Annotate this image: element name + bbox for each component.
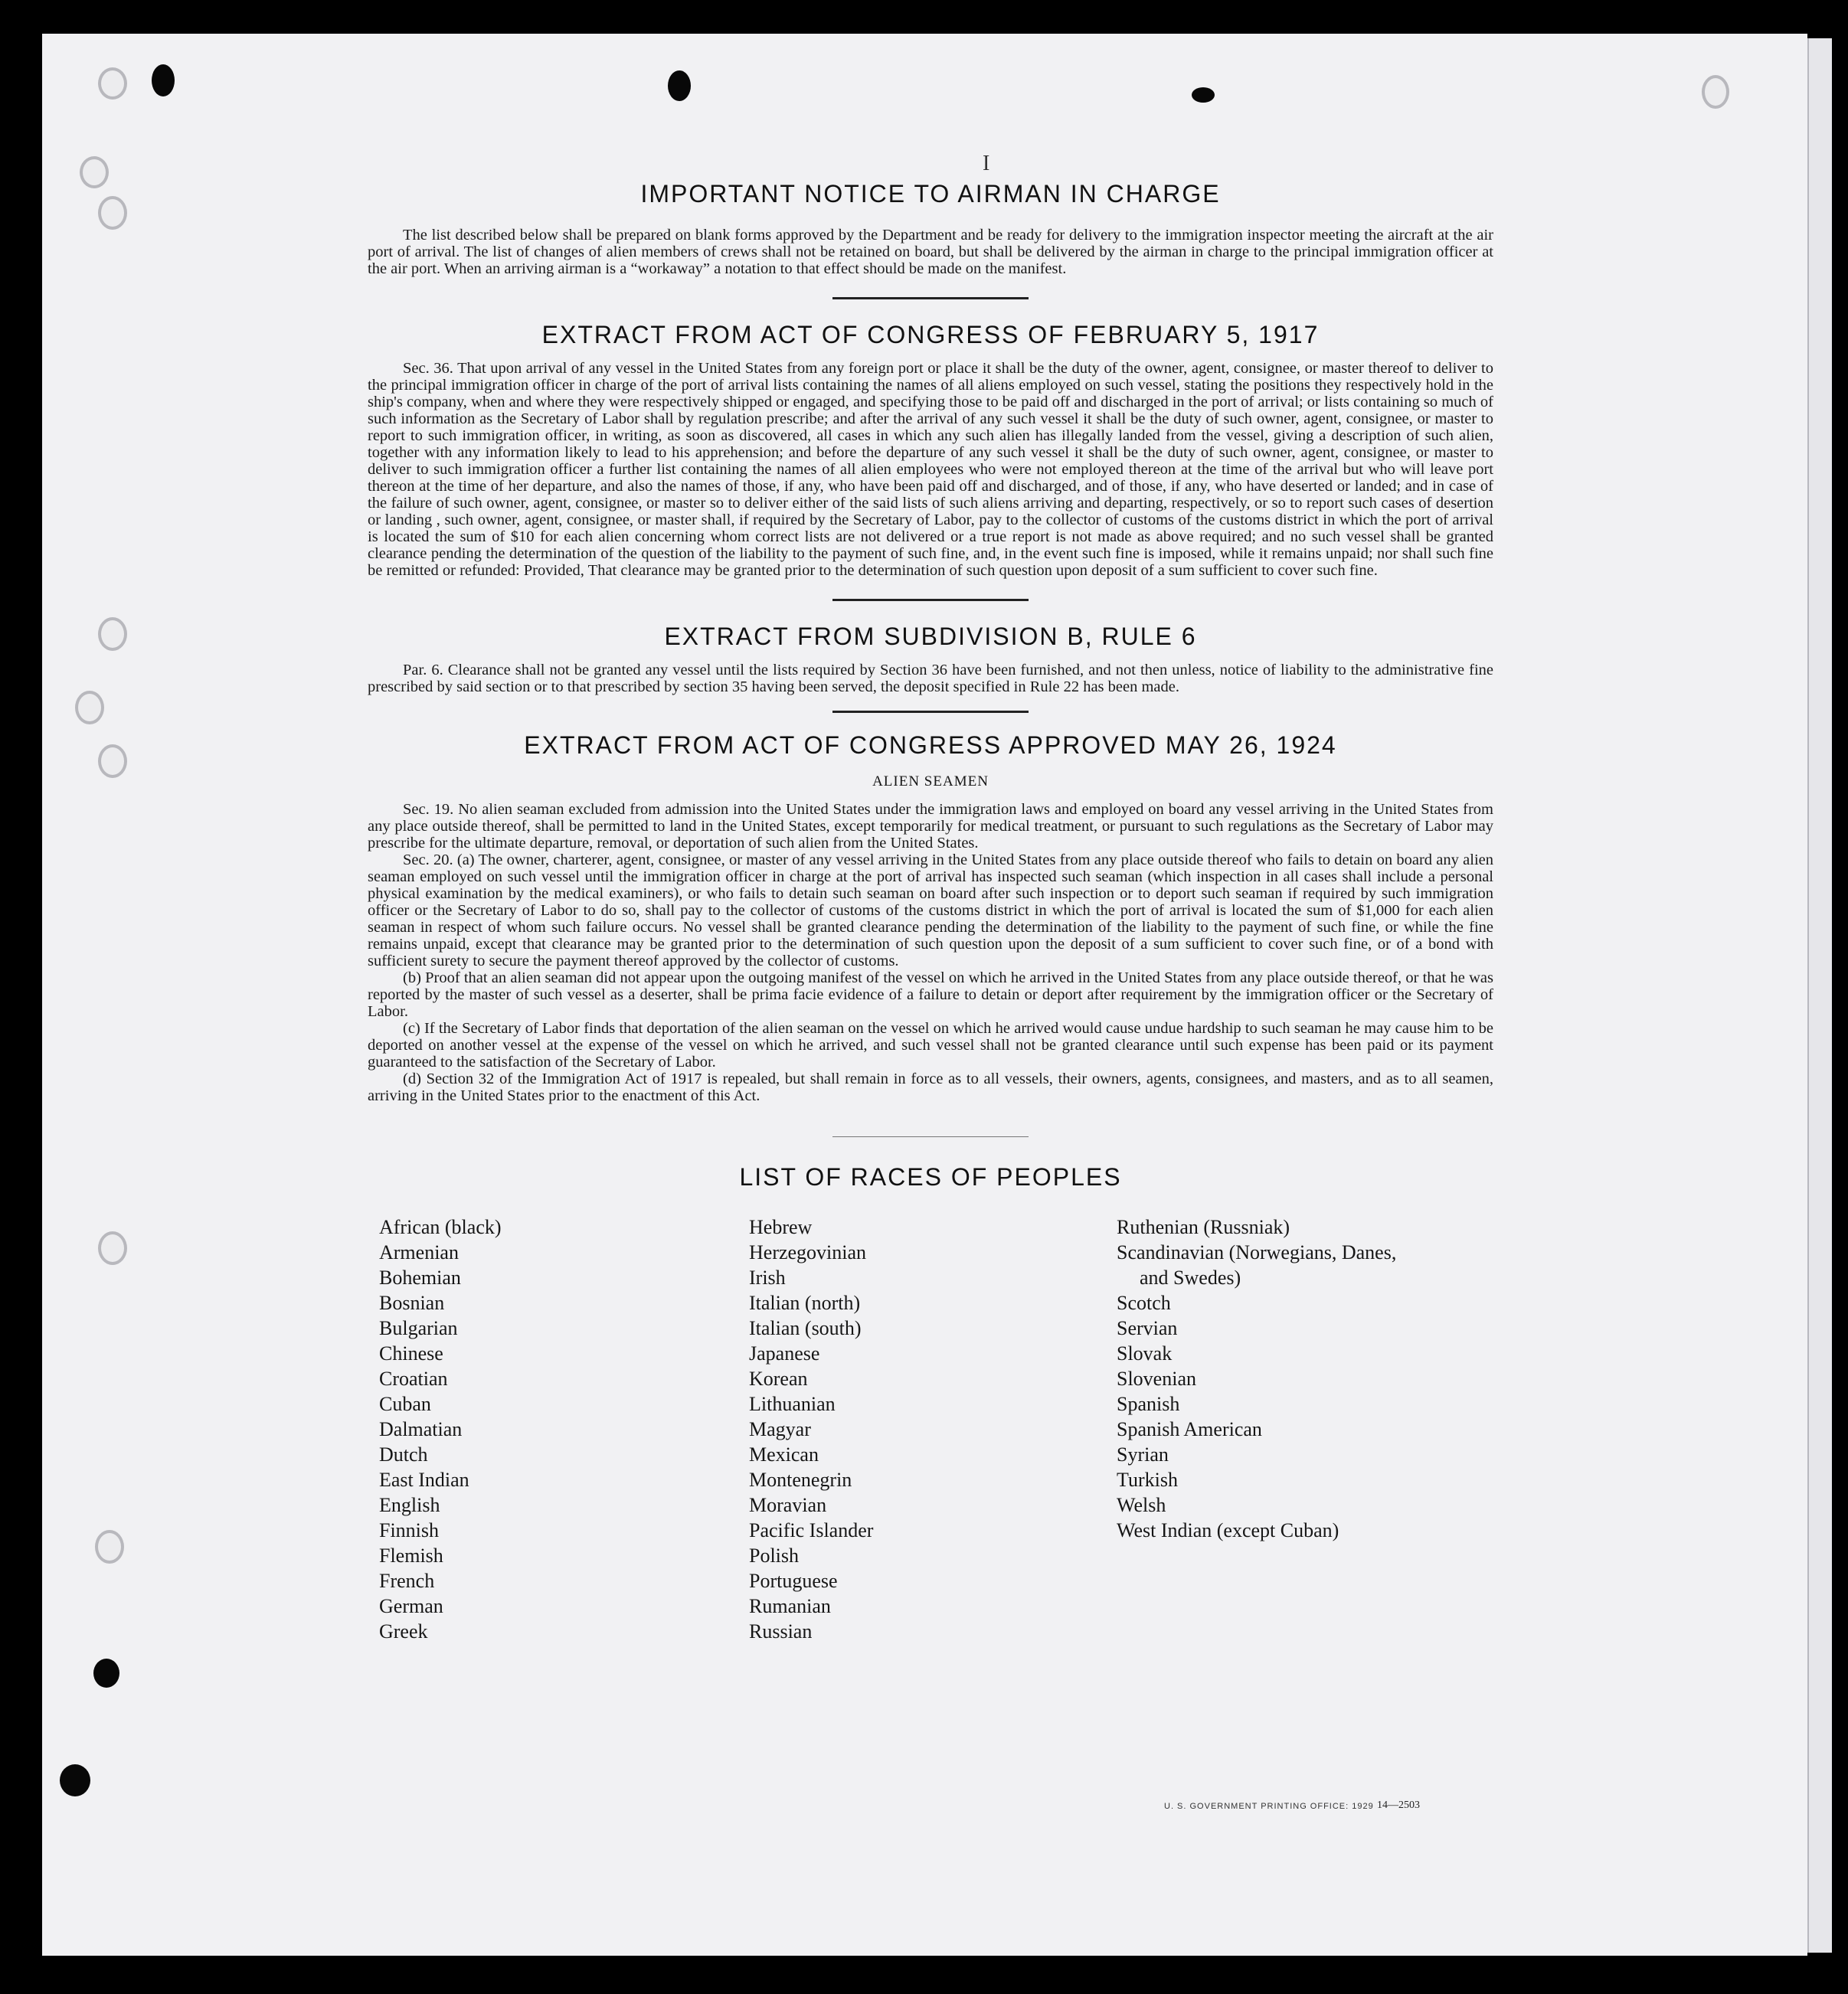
act-1924-paragraph: (d) Section 32 of the Immigration Act of 1917 is repealed, but shall remain in force as to all vessels, their owners, agents, consignees, and masters, and as to all seamen, arriving in the United States prior to the enactment of this Act. [368, 1071, 1493, 1104]
act-1917-title: EXTRACT FROM ACT OF CONGRESS OF FEBRUARY 5, 1917 [541, 321, 1320, 348]
race-item: Dalmatian [379, 1418, 463, 1440]
race-item: and Swedes) [1140, 1267, 1241, 1289]
race-item: French [379, 1570, 435, 1592]
punch-hole [98, 196, 127, 230]
act-1924-subtitle: ALIEN SEAMEN [872, 773, 989, 789]
race-item: Cuban [379, 1393, 431, 1415]
race-item: Bohemian [379, 1267, 461, 1289]
punch-hole [93, 1659, 119, 1688]
race-item: Bulgarian [379, 1317, 458, 1339]
rule-6-text: Par. 6. Clearance shall not be granted any vessel until the lists required by Section 36 have been furnished, and not then unless, notice of liability to the administrative fine prescribed by said section or to that prescribed by section 35 having been served, the deposit specified in Rule 22 has been made. [368, 662, 1493, 695]
races-column-1 [379, 1214, 502, 1644]
race-item: Turkish [1117, 1469, 1178, 1491]
race-item: Portuguese [749, 1570, 838, 1592]
race-item: English [379, 1494, 440, 1516]
act-1924-paragraph: (b) Proof that an alien seaman did not appear upon the outgoing manifest of the vessel on which he arrived in the United States from any place outside thereof, or that he was reported by the master of such vessel as a deserter, shall be prima facie evidence of a failure to detain or deport after requirement by the immigration officer or the Secretary of Labor. [368, 969, 1493, 1020]
race-item: Japanese [749, 1342, 820, 1365]
act-1924-title: EXTRACT FROM ACT OF CONGRESS APPROVED MAY 26, 1924 [524, 731, 1337, 759]
notice-text: The list described below shall be prepared on blank forms approved by the Department and be ready for delivery to the immigration inspector meeting the aircraft at the air port of arrival. The list of changes of alien members of crews shall not be retained on board, but shall be delivered by the airman in charge to the principal immigration officer at the air port. When an arriving airman is a “workaway” a notation to that effect should be made on the manifest. [368, 227, 1493, 277]
punch-hole [1192, 87, 1215, 103]
act-1917-text: Sec. 36. That upon arrival of any vessel in the United States from any foreign port or place it shall be the duty of the owner, agent, consignee, or master thereof to deliver to the principal immigration officer in charge of the port of arrival lists containing the names of all aliens employed on such vessel, stating the positions they respectively hold in the ship's company, when and where they were respectively shipped or engaged, and specifying those to be paid off and discharged in the port of arrival; or lists containing so much of such information as the Secretary of Labor shall by regulation prescribe; and after the arrival of any such vessel it shall be the duty of such owner, agent, consignee, or master to report to such immigration officer, in writing, as soon as discovered, all cases in which any such alien has illegally landed from the vessel, giving a description of such alien, together with any information likely to lead to his apprehension; and before the departure of any such vessel it shall be the duty of such owner, agent, consignee, or master to deliver to such immigration officer a further list containing the names of all alien employees who were not employed thereon at the time of the arrival but who will leave port thereon at the time of her departure, and also the names of those, if any, who have been paid off and discharged, and of those, if any, who have deserted or landed; and in case of the failure of such owner, agent, consignee, or master so to deliver either of the said lists of such aliens arriving and departing, respectively, or so to report such cases of desertion or landing , such owner, agent, consignee, or master shall, if required by the Secretary of Labor, pay to the collector of customs of the customs district in which the port of arrival is located the sum of $10 for each alien concerning whom correct lists are not delivered or a true report is not made as above required; and no such vessel shall be granted clearance pending the determination of the question of the liability to the payment of such fine, and, in the event such fine is imposed, while it remains unpaid; nor shall such fine be remitted or refunded: Provided, That clearance may be granted prior to the determination of such question upon deposit of a sum sufficient to cover such fine. [368, 360, 1493, 579]
punch-hole [98, 617, 127, 651]
punch-hole [98, 1231, 127, 1265]
race-item: Spanish [1117, 1393, 1180, 1415]
act-1924-paragraph: Sec. 19. No alien seaman excluded from admission into the United States under the immigration laws and employed on board any vessel arriving in the United States from any place outside thereof, shall be permitted to land in the United States, except temporarily for medical treatment, or pursuant to such regulations as the Secretary of Labor may prescribe for the ultimate departure, removal, or deportation of such alien from the United States. [368, 801, 1493, 852]
races-column-3 [1117, 1214, 1396, 1543]
top-mark: I [983, 152, 990, 175]
punch-hole [1702, 75, 1729, 109]
race-item: Greek [379, 1620, 428, 1643]
race-item: Ruthenian (Russniak) [1117, 1216, 1290, 1238]
act-1924-paragraph: Sec. 20. (a) The owner, charterer, agent, consignee, or master of any vessel arriving in the United States from any place outside thereof who fails to detain on board any alien seaman employed on such vessel until the immigration officer in charge at the port of arrival has inspected such seaman (which inspection in all cases shall include a personal physical examination by the medical examiners), or who fails to detain such seaman on board after such inspection or to deport such seaman if required by such immigration officer or the Secretary of Labor to do so, shall pay to the collector of customs of the customs district in which the port of arrival is located the sum of $1,000 for each alien seaman in respect of whom such failure occurs. No vessel shall be granted clearance pending the determination of the liability to the payment of such fine, or while the fine remains unpaid, except that clearance may be granted prior to the determination of such question upon the deposit of a sum sufficient to cover such fine, or of a bond with sufficient surety to secure the payment thereof approved by the collector of customs. [368, 852, 1493, 969]
act-1924-paragraph: (c) If the Secretary of Labor finds that deportation of the alien seaman on the vessel on which he arrived would cause undue hardship to such seaman he may cause him to be deported on another vessel at the expense of the vessel on which he arrived, and such vessel shall not be granted clearance until such expense has been paid or its payment guaranteed to the satisfaction of the Secretary of Labor. [368, 1020, 1493, 1071]
race-item: Servian [1117, 1317, 1178, 1339]
punch-hole [98, 744, 127, 778]
act-1924-section [368, 731, 1493, 1104]
race-item: Rumanian [749, 1595, 831, 1617]
race-item: German [379, 1595, 443, 1617]
race-item: Hebrew [749, 1216, 813, 1238]
race-item: Italian (south) [749, 1317, 862, 1339]
race-item: Armenian [379, 1241, 459, 1263]
race-item: Mexican [749, 1443, 819, 1466]
race-item: Italian (north) [749, 1292, 861, 1314]
race-item: Syrian [1117, 1443, 1169, 1466]
race-item: Herzegovinian [749, 1241, 867, 1263]
race-item: Irish [749, 1267, 786, 1289]
races-column-2 [749, 1214, 873, 1644]
races-section [368, 1163, 1493, 1643]
punch-hole [75, 691, 104, 724]
section-divider [832, 297, 1029, 299]
race-item: Pacific Islander [749, 1519, 874, 1541]
race-item: African (black) [379, 1216, 502, 1238]
race-item: Korean [749, 1368, 808, 1390]
section-divider [832, 711, 1029, 713]
race-item: Flemish [379, 1545, 443, 1567]
race-item: Dutch [379, 1443, 428, 1466]
race-item: Russian [749, 1620, 813, 1643]
race-item: Scandinavian (Norwegians, Danes, [1117, 1241, 1397, 1263]
race-item: Polish [749, 1545, 800, 1567]
printer-imprint: U. S. GOVERNMENT PRINTING OFFICE: 1929 [1164, 1802, 1374, 1811]
section-divider [832, 1136, 1029, 1137]
act-1917-section [368, 321, 1493, 579]
race-item: Bosnian [379, 1292, 445, 1314]
race-item: Lithuanian [749, 1393, 836, 1415]
race-item: Welsh [1117, 1494, 1166, 1516]
punch-hole [60, 1764, 90, 1796]
race-item: East Indian [379, 1469, 469, 1491]
page-edge [1807, 38, 1832, 1953]
punch-hole [152, 64, 175, 96]
races-list [368, 1214, 1493, 1643]
race-item: Finnish [379, 1519, 440, 1541]
race-item: Scotch [1117, 1292, 1171, 1314]
race-item: Chinese [379, 1342, 443, 1365]
race-item: Montenegrin [749, 1469, 852, 1491]
document-content [368, 180, 1493, 1643]
race-item: Spanish American [1117, 1418, 1262, 1440]
punch-hole [80, 156, 109, 188]
races-title: LIST OF RACES OF PEOPLES [739, 1163, 1122, 1191]
race-item: Slovenian [1117, 1368, 1196, 1390]
race-item: Moravian [749, 1494, 827, 1516]
form-number: 14—2503 [1377, 1800, 1420, 1811]
punch-hole [98, 67, 127, 100]
race-item: Slovak [1117, 1342, 1173, 1365]
race-item: Croatian [379, 1368, 448, 1390]
race-item: Magyar [749, 1418, 811, 1440]
rule-6-title: EXTRACT FROM SUBDIVISION B, RULE 6 [664, 623, 1197, 650]
notice-section [368, 180, 1493, 277]
punch-hole [668, 70, 691, 101]
section-divider [832, 599, 1029, 601]
punch-hole [95, 1530, 124, 1564]
notice-title: IMPORTANT NOTICE TO AIRMAN IN CHARGE [640, 180, 1221, 208]
race-item: West Indian (except Cuban) [1117, 1519, 1339, 1541]
rule-6-section [368, 623, 1493, 695]
